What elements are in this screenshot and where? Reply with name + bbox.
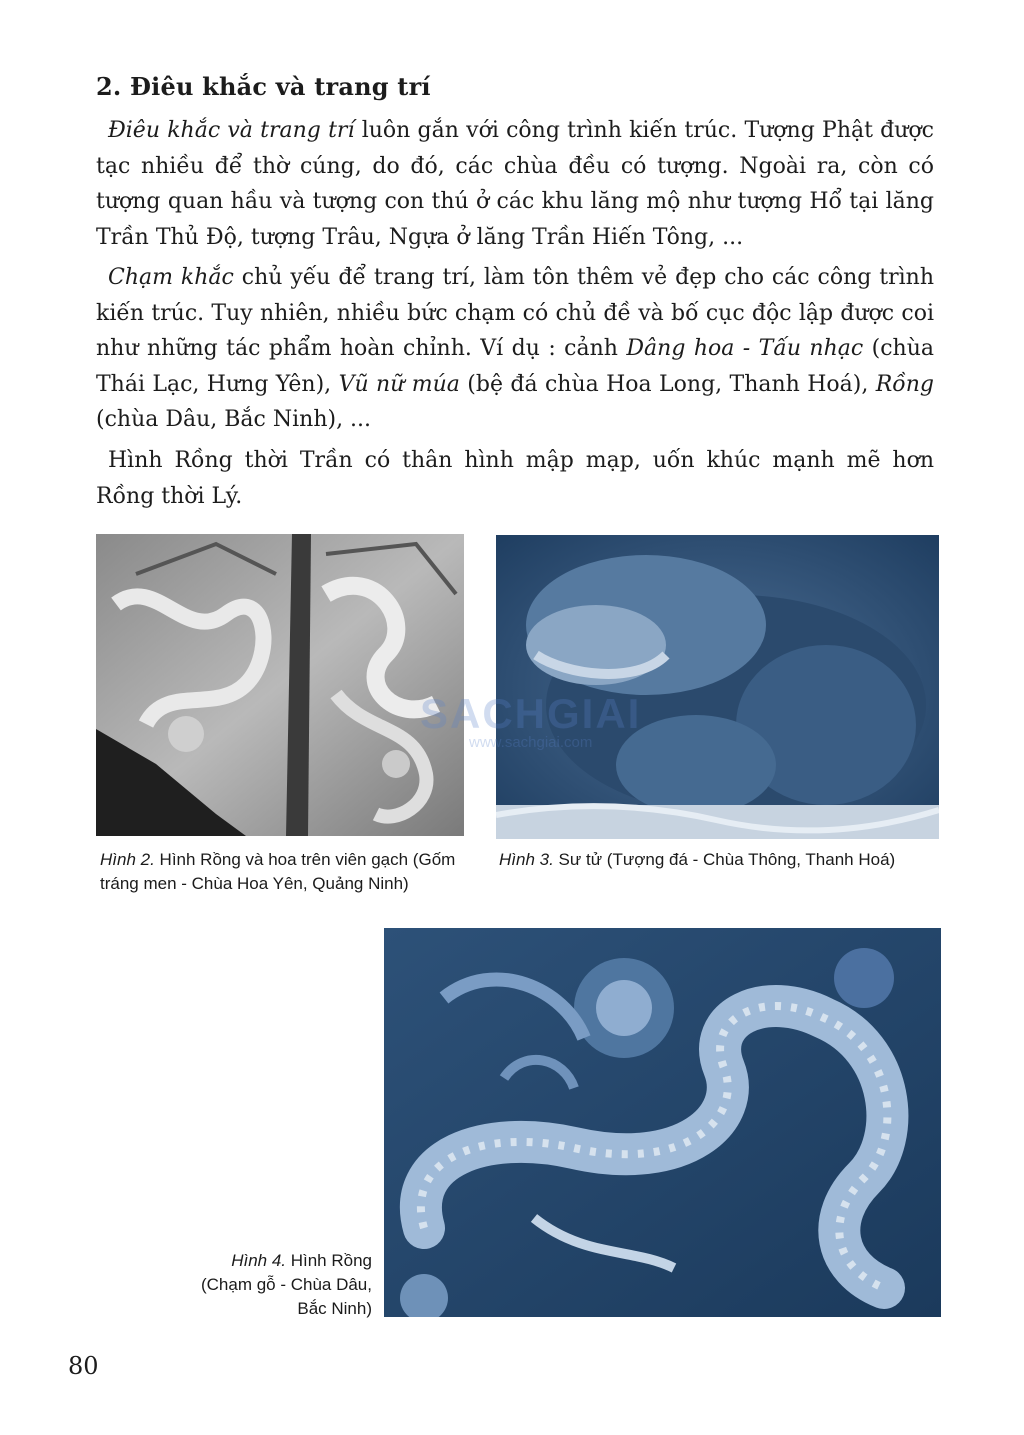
work-title-dancer: Vũ nữ múa bbox=[338, 371, 460, 397]
watermark-main: SACHGIAI bbox=[420, 690, 642, 737]
figure-4-caption-line2: (Chạm gỗ - Chùa Dâu, bbox=[200, 1275, 372, 1294]
paragraph-carving-text-4: (chùa Dâu, Bắc Ninh), ... bbox=[96, 407, 372, 432]
paragraph-sculpture-text: luôn gắn với công trình kiến trúc. Tượng Phật được tạc nhiều để thờ cúng, do đó, các chùa đều có tượng. Ngoài ra, còn có tượng quan hầu và tượng con thú ở các khu lăng mộ như tượng Hổ tại lăng Trần Thủ Độ, tượng Trâu, Ngựa ở lăng Trần Hiến Tông, ... bbox=[96, 118, 934, 250]
figure-2-label: Hình 2. bbox=[100, 850, 155, 869]
paragraph-carving-text-3: (bệ đá chùa Hoa Long, Thanh Hoá), bbox=[459, 371, 876, 397]
figure-3-caption-text: Sư tử (Tượng đá - Chùa Thông, Thanh Hoá) bbox=[553, 850, 896, 869]
figure-4-wood-dragon-image bbox=[384, 928, 941, 1317]
figure-2-caption-text: Hình Rồng và hoa trên viên gạch (Gốm tráng men - Chùa Hoa Yên, Quảng Ninh) bbox=[100, 850, 456, 893]
paragraph-carving bbox=[96, 260, 934, 438]
section-heading: 2. Điêu khắc và trang trí bbox=[96, 72, 431, 101]
watermark-url: www.sachgiai.com bbox=[468, 734, 593, 751]
figure-4-caption-line3: Bắc Ninh) bbox=[297, 1299, 372, 1318]
paragraph-sculpture bbox=[96, 113, 934, 255]
paragraph-carving-text-2: (chùa Thái Lạc, Hưng Yên), bbox=[96, 336, 934, 397]
work-title-offering: Dâng hoa - Tấu nhạc bbox=[626, 336, 864, 361]
term-carving: Chạm khắc bbox=[108, 265, 234, 290]
paragraph-carving-text-1: chủ yếu để trang trí, làm tôn thêm vẻ đẹp cho các công trình kiến trúc. Tuy nhiên, nhiều bức chạm có chủ đề và bố cục độc lập được coi như những tác phẩm hoàn chỉnh. Ví dụ : cảnh bbox=[96, 265, 934, 361]
figure-4-caption bbox=[190, 1249, 372, 1321]
work-title-dragon: Rồng bbox=[875, 371, 935, 397]
figure-2-caption bbox=[100, 848, 470, 896]
term-sculpture-decoration: Điêu khắc và trang trí bbox=[108, 118, 355, 143]
figure-4-label: Hình 4. bbox=[231, 1251, 286, 1270]
figure-4-caption-line1: Hình Rồng bbox=[286, 1251, 372, 1270]
paragraph-tran-dragon: Hình Rồng thời Trần có thân hình mập mạp, uốn khúc mạnh mẽ hơn Rồng thời Lý. bbox=[96, 448, 934, 509]
page-number: 80 bbox=[68, 1352, 99, 1380]
figure-3-stone-lion-image bbox=[496, 535, 939, 839]
figure-3-label: Hình 3. bbox=[499, 850, 554, 869]
figure-3-caption bbox=[499, 848, 944, 872]
figure-2-dragon-brick-image bbox=[96, 534, 464, 836]
